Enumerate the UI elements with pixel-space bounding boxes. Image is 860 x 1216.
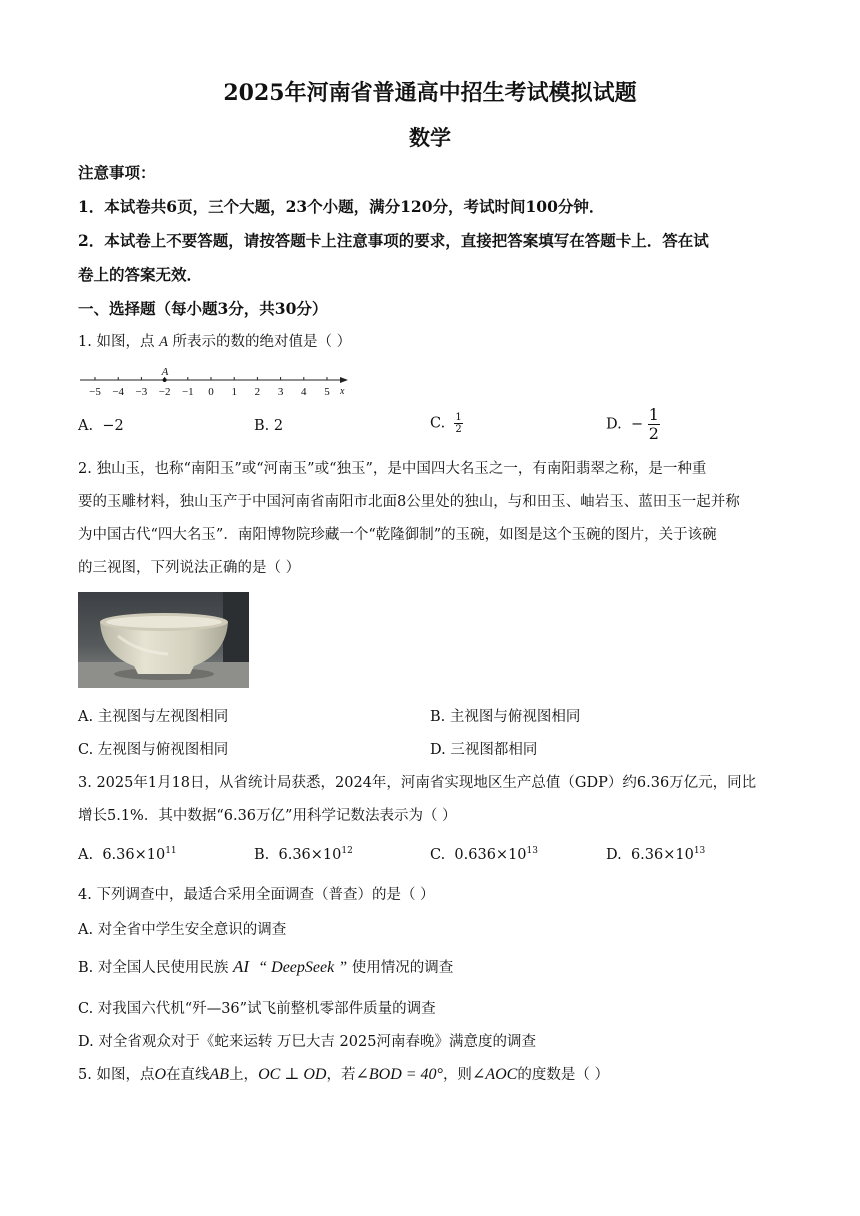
- question-2-line-1: 2. 独山玉，也称“南阳玉”或“河南玉”或“独玉”，是中国四大名玉之一，有南阳翡翠之称，是一种重: [78, 461, 707, 477]
- q1-option-c-label: C.: [430, 415, 446, 432]
- q5-angle-aoc: ∠AOC: [471, 1066, 518, 1083]
- q2-option-d[interactable]: D. 三视图都相同: [430, 742, 538, 758]
- q5-perpendicular: OC ⊥ OD: [258, 1066, 327, 1083]
- q5-line-ab: AB: [209, 1066, 230, 1083]
- number-line-tick-label: −4: [112, 386, 125, 398]
- q4-option-b-ai: AI: [232, 957, 250, 976]
- number-line-tick-label: 0: [208, 386, 214, 398]
- q1-option-d-sign: −: [630, 416, 644, 433]
- q1-option-d[interactable]: [606, 406, 660, 443]
- arrow-head-icon: [340, 377, 348, 383]
- number-line-tick-label: −5: [89, 386, 101, 398]
- fraction-denominator: 2: [648, 424, 659, 443]
- number-line-tick-label: −1: [181, 386, 194, 398]
- q1-option-a-text: −2: [102, 418, 124, 434]
- number-line-tick-label: 3: [277, 386, 284, 398]
- q4-option-c[interactable]: C. 对我国六代机“歼—36”试飞前整机零部件质量的调查: [78, 1001, 436, 1017]
- number-line-tick-label: 5: [324, 386, 330, 398]
- q5-mid3: ，若: [326, 1067, 356, 1083]
- q5-point-o: O: [154, 1066, 167, 1083]
- q1-option-d-label: D.: [606, 416, 622, 433]
- q3-option-d-label: D.: [606, 846, 622, 863]
- notice-heading: 注意事项：: [78, 163, 156, 182]
- point-a-dot: [163, 378, 167, 382]
- q3-option-a-base: 6.36×10: [102, 846, 166, 863]
- q2-option-b[interactable]: B. 主视图与俯视图相同: [430, 709, 581, 725]
- axis-x-label: x: [340, 386, 345, 397]
- q1-point-label: A: [159, 334, 168, 350]
- fraction-denominator: 2: [455, 424, 462, 435]
- number-line-tick-label: 2: [254, 386, 261, 398]
- q2-option-c[interactable]: C. 左视图与俯视图相同: [78, 742, 229, 758]
- q5-pre: 5. 如图，点: [78, 1067, 155, 1083]
- q1-option-a[interactable]: [78, 418, 124, 434]
- notice-item-2-line-2: 卷上的答案无效．: [78, 265, 203, 284]
- q2-option-a[interactable]: A. 主视图与左视图相同: [78, 709, 229, 725]
- q3-option-a[interactable]: [78, 846, 177, 863]
- q3-option-d[interactable]: [606, 846, 705, 863]
- jade-bowl-photo: [78, 592, 249, 688]
- number-line-tick-label: −3: [135, 386, 148, 398]
- q3-option-d-base: 6.36×10: [630, 846, 694, 863]
- q1-option-c[interactable]: [430, 412, 463, 435]
- number-line-figure: [78, 366, 353, 400]
- number-line-tick-label: 4: [301, 386, 307, 398]
- fraction-numerator: 1: [455, 412, 462, 423]
- question-1-stem: [78, 331, 783, 353]
- q5-mid1: 在直线: [166, 1067, 210, 1083]
- q4-option-b[interactable]: [78, 956, 453, 977]
- section-heading: 一、选择题（每小题3分，共30分）: [78, 299, 328, 318]
- notice-item-1: 1．本试卷共6页，三个大题，23个小题，满分120分，考试时间100分钟．: [78, 197, 605, 216]
- notice-item-2-line-1: 2．本试卷上不要答题，请按答题卡上注意事项的要求，直接把答案填写在答题卡上．答在试: [78, 231, 709, 250]
- q4-option-b-deepseek: “ DeepSeek ”: [258, 959, 348, 976]
- question-2-line-2: 要的玉雕材料，独山玉产于中国河南省南阳市北面8公里处的独山，与和田玉、岫岩玉、蓝田玉一起并称: [78, 494, 740, 510]
- q5-post: 的度数是（ ）: [517, 1067, 609, 1083]
- q5-angle-bod: ∠BOD = 40°: [355, 1066, 443, 1083]
- fraction-numerator: 1: [648, 405, 659, 424]
- q4-option-d[interactable]: D. 对全省观众对于《蛇来运转 万巳大吉 2025河南春晚》满意度的调查: [78, 1034, 536, 1050]
- q4-option-b-post: 使用情况的调查: [351, 960, 454, 976]
- page-title: 2025年河南省普通高中招生考试模拟试题: [223, 80, 637, 106]
- q1-option-d-fraction: [648, 406, 660, 443]
- q1-option-c-fraction: [454, 412, 462, 435]
- q3-option-d-exponent: 13: [693, 846, 706, 856]
- number-line-tick-label: −2: [158, 386, 171, 398]
- q3-option-c-exponent: 13: [526, 846, 538, 856]
- q3-option-c[interactable]: [430, 846, 538, 863]
- question-4-stem: 4. 下列调查中，最适合采用全面调查（普查）的是（ ）: [78, 887, 435, 903]
- q3-option-c-base: 0.636×10: [454, 846, 527, 863]
- subject-title: 数学: [409, 125, 451, 150]
- q1-stem-post: 所表示的数的绝对值是（ ）: [167, 334, 352, 350]
- question-2-line-3: 为中国古代“四大名玉”．南阳博物院珍藏一个“乾隆御制”的玉碗，如图是这个玉碗的图片，关于该碗: [78, 527, 717, 543]
- q3-option-b[interactable]: [254, 846, 353, 863]
- q4-option-a[interactable]: A. 对全省中学生安全意识的调查: [78, 922, 287, 938]
- q3-option-a-exponent: 11: [165, 846, 177, 856]
- number-line-tick-label: 1: [231, 386, 237, 398]
- question-3-line-1: 3. 2025年1月18日，从省统计局获悉，2024年，河南省实现地区生产总值（GDP）约6.36万亿元，同比: [78, 775, 757, 791]
- q3-option-b-exponent: 12: [341, 846, 353, 856]
- number-line-labels: [89, 386, 330, 398]
- q3-option-b-label: B.: [254, 846, 270, 863]
- q5-mid4: ，则: [442, 1067, 472, 1083]
- q5-mid2: 上，: [229, 1067, 259, 1083]
- q4-option-b-pre: B. 对全国人民使用民族: [78, 960, 229, 976]
- point-a-label: A: [161, 366, 169, 378]
- q1-option-a-label: A.: [78, 418, 94, 434]
- question-5-stem: [78, 1064, 783, 1086]
- q3-option-b-base: 6.36×10: [278, 846, 342, 863]
- question-3-line-2: 增长5.1%．其中数据“6.36万亿”用科学记数法表示为（ ）: [78, 808, 457, 824]
- q1-option-b[interactable]: B. 2: [254, 418, 284, 434]
- question-2-line-4: 的三视图，下列说法正确的是（ ）: [78, 560, 301, 576]
- q3-option-a-label: A.: [78, 846, 94, 863]
- q3-option-c-label: C.: [430, 846, 446, 863]
- q1-stem-pre: 1. 如图，点: [78, 334, 160, 350]
